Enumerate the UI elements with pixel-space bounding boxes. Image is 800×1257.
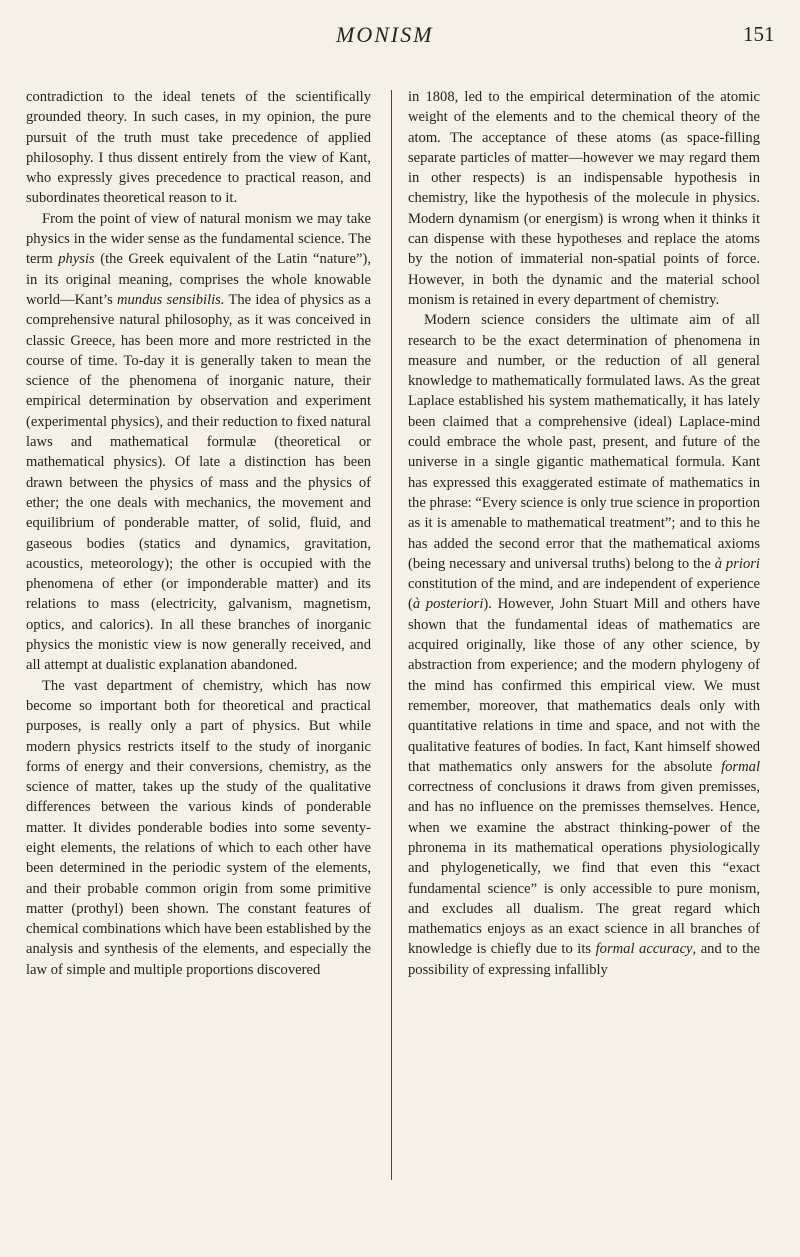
text-run: constitution of the mind, and are independent of experience ( [408, 576, 760, 613]
italic-text: à posteriori [412, 596, 484, 613]
paragraph [26, 676, 371, 980]
running-title: MONISM [336, 22, 434, 47]
paragraph [26, 209, 371, 676]
text-run: The idea of physics as a comprehensive natural philosophy, as it was conceived in classic Greece, has been more and more restricted in the course of time. To-day it is generally taken to mean the science of the phenomena of inorganic nature, their empirical determination by observation and experiment (experimental physics), and their reduction to fixed natural laws and mathematical formulæ (theoretical or mathematical physics). Of late a distinction has been drawn between the physics of mass and the physics of ether; the one deals with mechanics, the movement and equilibrium of ponderable matter, of solid, fluid, and gaseous bodies (statics and dynamics, gravitation, acoustics, meteorology); the other is occupied with the phenomena of ether (or imponderable matter) and its relations to mass (electricity, galvanism, magnetism, optics, and calorics). In all these branches of inorganic physics the monistic view is now generally received, and all attempt at dualistic explanation abandoned. [26, 291, 371, 674]
page-number: 151 [743, 22, 775, 46]
right-column [408, 87, 760, 980]
italic-text: formal accuracy [595, 941, 693, 958]
text-run: , and to the possibility of expressing infallibly [408, 941, 760, 978]
text-run: correctness of conclusions it draws from given premisses, and has no influence on the premisses themselves. Hence, when we examine the abstract thinking-power of the phronema in its mathematical operations physiologically and phylogenetically, we find that even this “exact fundamental science” is only accessible to pure monism, and excludes all dualism. The great regard which mathematics enjoys as an exact science in all branches of knowledge is chiefly due to its [408, 779, 760, 958]
paragraph [408, 310, 760, 980]
left-column [26, 87, 371, 980]
italic-text: mundus sensibilis. [116, 291, 225, 308]
italic-text: physis [58, 251, 95, 268]
text-run: in 1808, led to the empirical determination of the atomic weight of the elements and to the chemical theory of the atom. The acceptance of these atoms (as space-filling separate particles of matter—however we may regard them in other respects) is an indispensable hypothesis in chemistry, like the hypothesis of the molecule in physics. Modern dynamism (or energism) is wrong when it thinks it can dispense with these hypotheses and replace the atoms by the notion of immaterial non-spatial points of force. However, in both the dynamic and the material school monism is retained in every department of chemistry. [408, 89, 760, 308]
text-run: From the point of view of natural monism we may take physics in the wider sense as the fundamental science. The term [26, 210, 371, 268]
text-run: (the Greek equivalent of the Latin “nature”), in its original meaning, comprises the whole knowable world—Kant’s [26, 251, 371, 308]
italic-text: formal [721, 758, 760, 775]
running-head [0, 14, 800, 54]
text-run: contradiction to the ideal tenets of the scientifically grounded theory. In such cases, in my opinion, the pure pursuit of the truth must take precedence of applied philosophy. I thus dissent entirely from the view of Kant, who expressly gives precedence to practical reason, and subordinates theoretical reason to it. [26, 89, 371, 207]
paragraph [26, 87, 371, 209]
text-run: ). However, John Stuart Mill and others have shown that the fundamental ideas of mathematics are acquired originally, like those of any other science, by abstraction from experience; and the modern phylogeny of the mind has confirmed this empirical view. We must remember, moreover, that mathematics deals only with quantitative relations in time and space, and not with the qualitative features of bodies. In fact, Kant himself showed that mathematics only answers for the absolute [408, 596, 761, 775]
text-run: The vast department of chemistry, which has now become so important both for theoretical and practical purposes, is really only a part of physics. But while modern physics restricts itself to the study of inorganic forms of energy and their conversions, chemistry, as the science of matter, takes up the study of the qualitative differences between the various kinds of ponderable matter. It divides ponderable bodies into some seventy-eight elements, the relations of which to each other have been determined in the periodic system of the elements, and their probable common origin from some primitive matter (prothyl) been shown. The constant features of chemical combinations which have been established by the analysis and synthesis of the elements, and especially the law of simple and multiple proportions discovered [26, 677, 371, 978]
column-divider [391, 90, 392, 1180]
paragraph [408, 87, 760, 310]
text-run: Modern science considers the ultimate aim of all research to be the exact determination of phenomena in measure and number, or the reduction of all general knowledge to mathematically formulated laws. As the great Laplace established his system mathematically, it has lately been claimed that a comprehensive (ideal) Laplace-mind could embrace the whole past, present, and future of the universe in a single gigantic mathematical formula. Kant has expressed this exaggerated estimate of mathematics in the phrase: “Every science is only true science in proportion as it is amenable to mathematical treatment”; and to this he has added the second error that the mathematical axioms (being necessary and universal truths) belong to the [408, 312, 760, 572]
italic-text: à priori [714, 555, 760, 572]
